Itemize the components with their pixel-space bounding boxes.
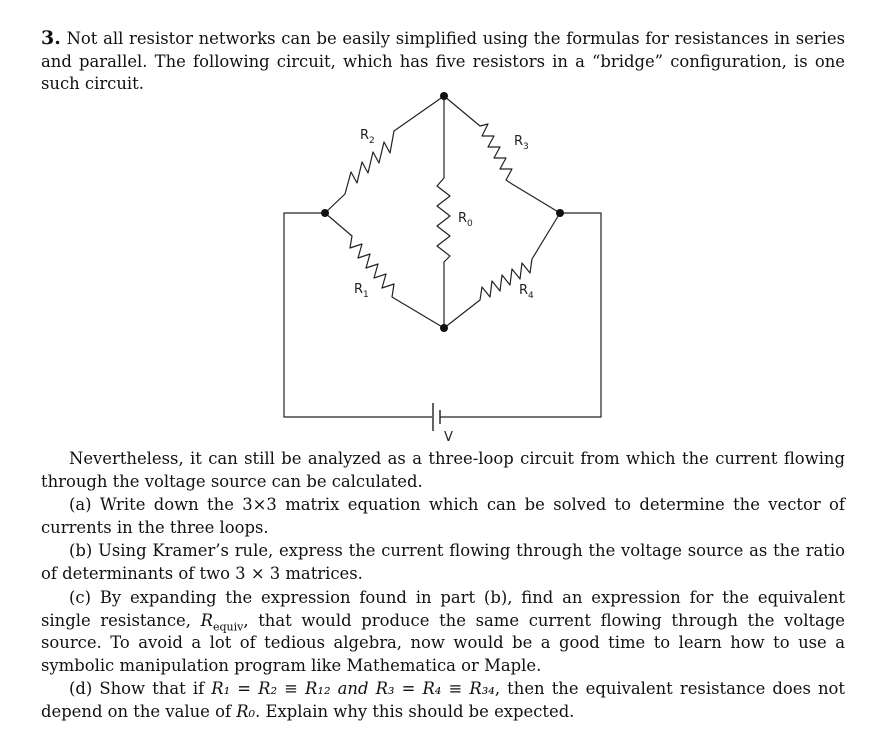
label-r3: $R_3$ — [514, 134, 529, 152]
part-d — [41, 678, 845, 723]
label-r1: $R_1$ — [354, 282, 369, 300]
part-c-text-1: (c) By expanding the expression found in part (b), find an expression for the equivalent single resistance, — [41, 588, 845, 630]
node-right — [556, 209, 564, 217]
part-d-text-2: , then the equivalent resistance does not depend on the value of — [41, 679, 846, 721]
part-a: (a) Write down the 3×3 matrix equation which can be solved to determine the vector of currents in the three loops. — [41, 495, 845, 537]
label-r0: $R_0$ — [458, 211, 473, 229]
node-top — [440, 92, 448, 100]
resistor-r3 — [444, 96, 560, 213]
bridge-circuit-diagram — [270, 85, 610, 445]
resistor-r2 — [325, 96, 444, 213]
r-equiv-symbol: R — [200, 610, 213, 630]
wire-left — [284, 213, 432, 417]
problem-number: 3. — [41, 27, 61, 49]
part-d-text-3: . Explain why this should be expected. — [255, 701, 575, 721]
label-v: V — [444, 430, 453, 445]
node-left — [321, 209, 329, 217]
part-c — [41, 587, 845, 677]
label-r2: $R_2$ — [360, 128, 375, 146]
intro-text: Not all resistor networks can be easily simplified using the formulas for resistances in series and parallel. The following circuit, which has five resistors in a “bridge” configuration, is one such circuit. — [41, 29, 846, 93]
resistor-r1 — [325, 213, 444, 328]
wire-right — [440, 213, 601, 417]
part-d-text-1: (d) Show that if — [69, 679, 212, 698]
nevertheless-paragraph: Nevertheless, it can still be analyzed as a three-loop circuit from which the current flowing through the voltage source can be calculated. — [41, 449, 845, 491]
r-equiv-subscript: equiv — [212, 619, 244, 633]
part-d-r0: R₀ — [236, 701, 256, 721]
part-d-equation: R₁ = R₂ ≡ R₁₂ and R₃ = R₄ ≡ R₃₄ — [211, 679, 495, 698]
label-r4: $R_4$ — [519, 283, 534, 301]
part-c-text-2: , that would produce the same current flowing through the voltage source. To avoid a lot of tedious algebra, now would be a good time to learn how to use a symbolic manipulation program like Mathematica or Maple. — [41, 610, 845, 675]
resistor-r4 — [444, 213, 560, 328]
node-bottom — [440, 324, 448, 332]
resistor-r0 — [437, 96, 450, 328]
part-b: (b) Using Kramer’s rule, express the current flowing through the voltage source as the ratio of determinants of two 3 × 3 matrices. — [41, 541, 845, 583]
